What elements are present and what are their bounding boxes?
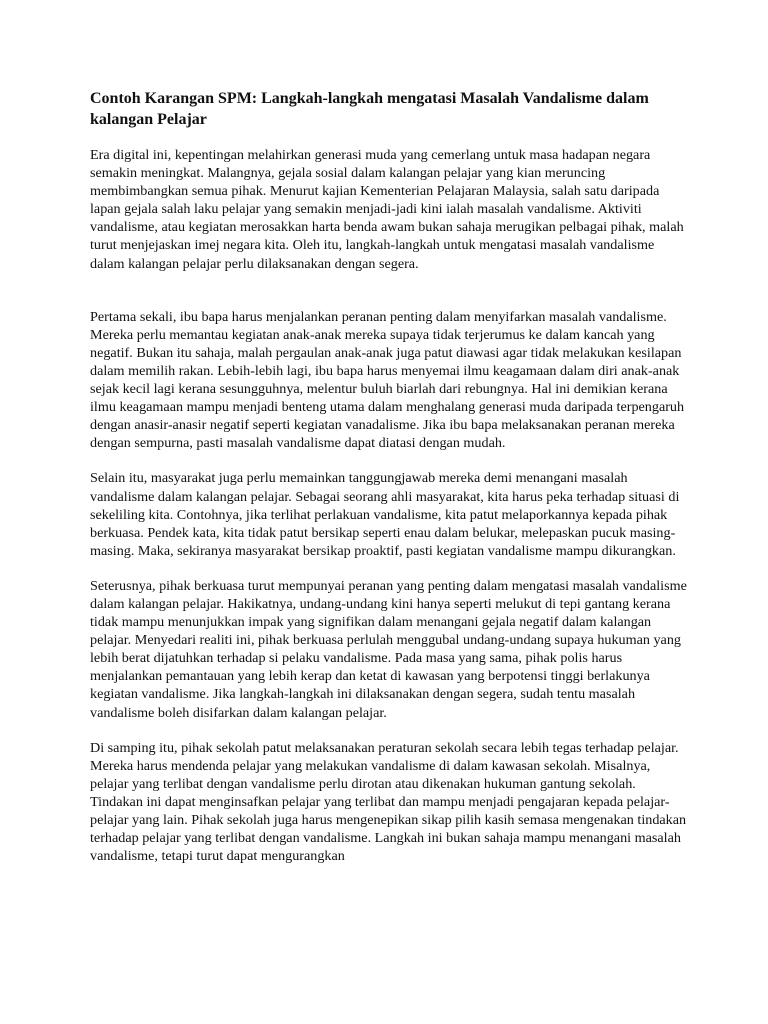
- paragraph-parents: Pertama sekali, ibu bapa harus menjalankan peranan penting dalam menyifarkan masalah vandalisme. Mereka perlu memantau kegiatan anak-anak mereka supaya tidak terjerumus ke dalam kancah yang negatif. Bukan itu sahaja, malah pergaulan anak-anak juga patut diawasi agar tidak melakukan kesilapan dalam memilih rakan. Lebih-lebih lagi, ibu bapa harus menyemai ilmu keagamaan dalam diri anak-anak sejak kecil lagi kerana sesungguhnya, melentur buluh biarlah dari rebungnya. Hal ini demikian kerana ilmu keagamaan mampu menjadi benteng utama dalam menghalang generasi muda daripada terpengaruh dengan anasir-anasir negatif seperti kegiatan vanadalisme. Jika ibu bapa melaksanakan peranan mereka dengan sempurna, pasti masalah vandalisme dapat diatasi dengan mudah.: [90, 308, 685, 452]
- paragraph-school: Di samping itu, pihak sekolah patut melaksanakan peraturan sekolah secara lebih tegas terhadap pelajar. Mereka harus mendenda pelajar yang melakukan vandalisme di dalam kawasan sekolah. Misalnya, pelajar yang terlibat dengan vandalisme perlu dirotan atau dikenakan hukuman gantung sekolah. Tindakan ini dapat menginsafkan pelajar yang terlibat dan mampu menjadi pengajaran kepada pelajar-pelajar yang lain. Pihak sekolah juga harus mengenepikan sikap pilih kasih semasa mengenakan tindakan terhadap pelajar yang terlibat dengan vandalisme. Langkah ini bukan sahaja mampu menangani masalah vandalisme, tetapi turut dapat mengurangkan: [90, 739, 687, 865]
- document-body: [90, 88, 690, 865]
- paragraph-authorities: Seterusnya, pihak berkuasa turut mempunyai peranan yang penting dalam mengatasi masalah vandalisme dalam kalangan pelajar. Hakikatnya, undang-undang kini hanya seperti melukut di tepi gantang kerana tidak mampu menunjukkan impak yang signifikan dalam menangani gejala negatif dalam kalangan pelajar. Menyedari realiti ini, pihak berkuasa perlulah menggubal undang-undang supaya hukuman yang lebih berat dijatuhkan terhadap si pelaku vandalisme. Pada masa yang sama, pihak polis harus menjalankan pemantauan yang lebih kerap dan ketat di kawasan yang berpotensi tinggi berlakunya kegiatan vandalisme. Jika langkah-langkah ini dilaksanakan dengan segera, sudah tentu masalah vandalisme boleh disifarkan dalam kalangan pelajar.: [90, 577, 687, 721]
- paragraph-society: Selain itu, masyarakat juga perlu memainkan tanggungjawab mereka demi menangani masalah vandalisme dalam kalangan pelajar. Sebagai seorang ahli masyarakat, kita harus peka terhadap situasi di sekeliling kita. Contohnya, jika terlihat perlakuan vandalisme, kita patut melaporkannya kepada pihak berkuasa. Pendek kata, kita tidak patut bersikap seperti enau dalam belukar, melepaskan pucuk masing-masing. Maka, sekiranya masyarakat bersikap proaktif, pasti kegiatan vandalisme mampu dikurangkan.: [90, 470, 680, 559]
- document-title: Contoh Karangan SPM: Langkah-langkah mengatasi Masalah Vandalisme dalam kalangan Pelajar: [90, 90, 649, 128]
- paragraph-introduction: Era digital ini, kepentingan melahirkan generasi muda yang cemerlang untuk masa hadapan negara semakin meningkat. Malangnya, gejala sosial dalam kalangan pelajar yang kian meruncing membimbangkan semua pihak. Menurut kajian Kementerian Pelajaran Malaysia, salah satu daripada lapan gejala salah laku pelajar yang semakin menjadi-jadi kini ialah masalah vandalisme. Aktiviti vandalisme, atau kegiatan merosakkan harta benda awam bukan sahaja merugikan pelbagai pihak, malah turut menjejaskan imej negara kita. Oleh itu, langkah-langkah untuk mengatasi masalah vandalisme dalam kalangan pelajar perlu dilaksanakan dengan segera.: [90, 147, 684, 272]
